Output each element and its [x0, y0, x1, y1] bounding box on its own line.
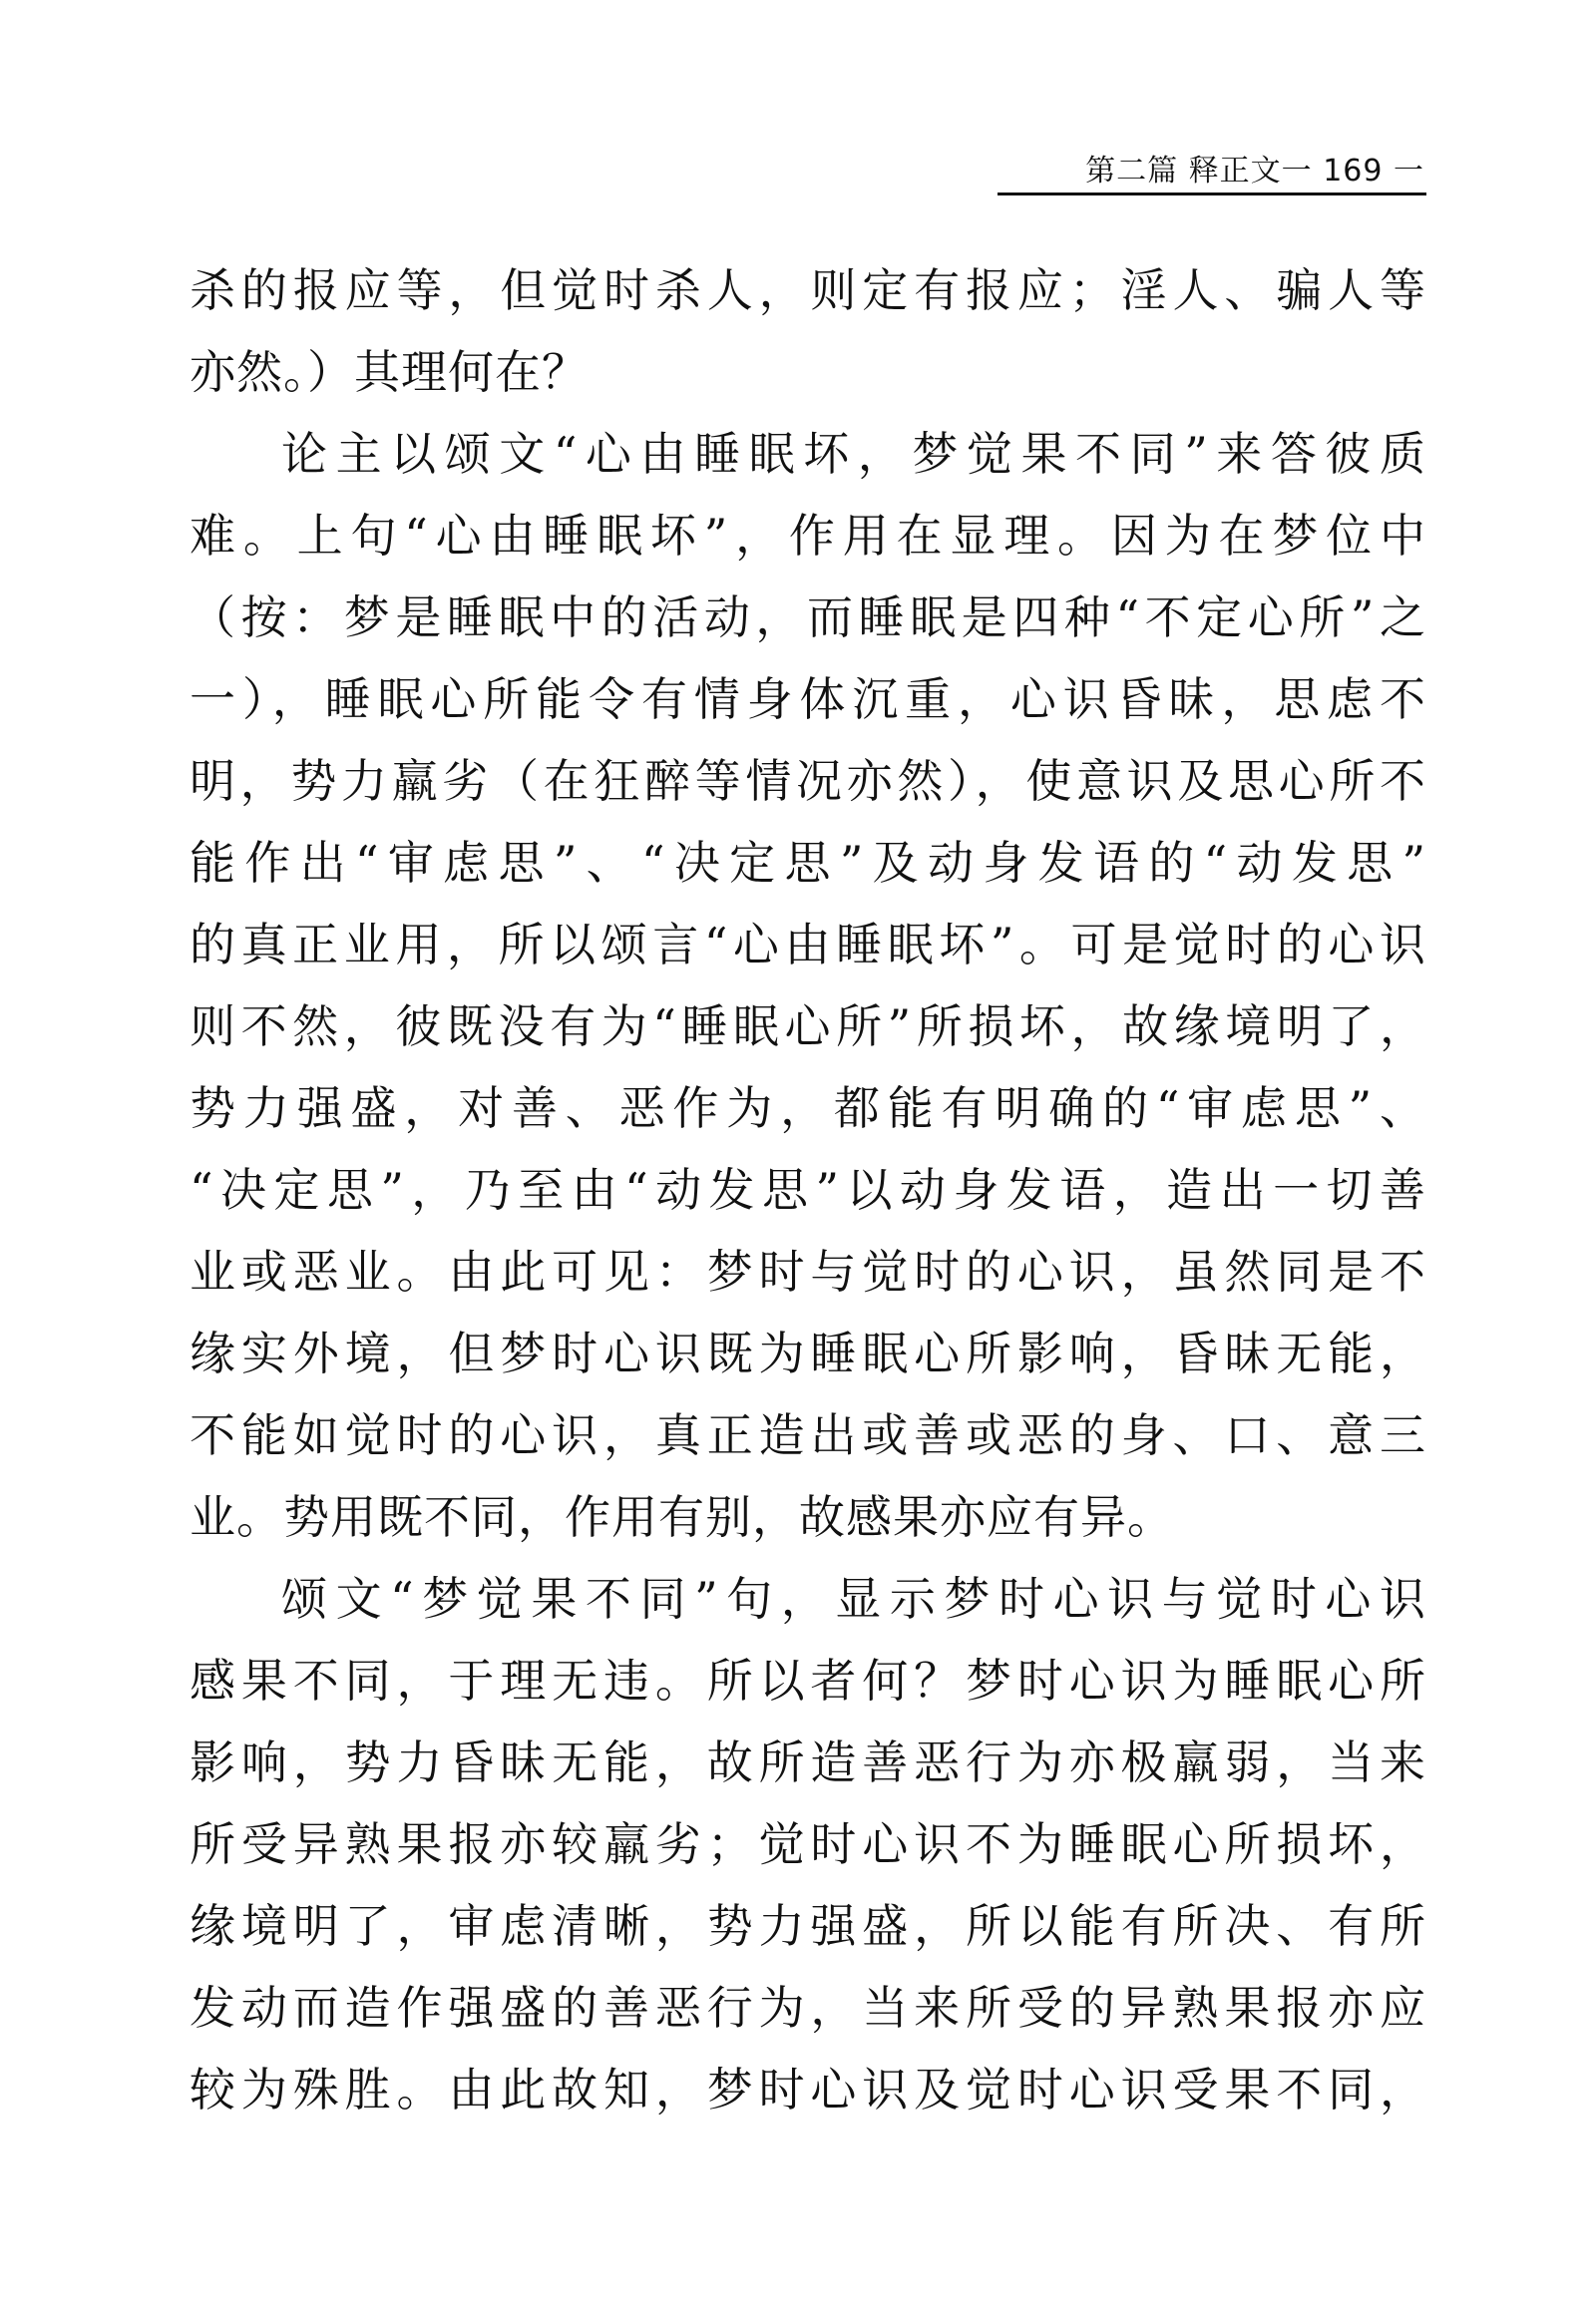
text-line: 影响，势力昏昧无能，故所造善恶行为亦极羸弱，当来 — [190, 1735, 1426, 1789]
body-text — [190, 249, 1426, 2130]
text-line: 发动而造作强盛的善恶行为，当来所受的异熟果报亦应 — [190, 1981, 1426, 2035]
text-line: 业或恶业。由此可见：梦时与觉时的心识，虽然同是不 — [190, 1245, 1426, 1299]
text-line: 较为殊胜。由此故知，梦时心识及觉时心识受果不同， — [190, 2063, 1426, 2117]
text-line: 明，势力羸劣（在狂醉等情况亦然），使意识及思心所不 — [190, 754, 1426, 808]
text-line: “决定思”，乃至由“动发思”以动身发语，造出一切善 — [190, 1163, 1426, 1217]
text-line: 则不然，彼既没有为“睡眠心所”所损坏，故缘境明了， — [190, 999, 1426, 1053]
text-line: 能作出“审虑思”、“决定思”及动身发语的“动发思” — [190, 836, 1426, 890]
text-line: 不能如觉时的心识，真正造出或善或恶的身、口、意三 — [190, 1408, 1426, 1462]
paragraph-start-line: 颂文“梦觉果不同”句，显示梦时心识与觉时心识 — [281, 1572, 1426, 1626]
paragraph-start-line: 论主以颂文“心由睡眠坏，梦觉果不同”来答彼质 — [281, 427, 1426, 481]
text-line: 所受异熟果报亦较羸劣；觉时心识不为睡眠心所损坏， — [190, 1817, 1426, 1871]
text-line: 业。势用既不同，作用有别，故感果亦应有异。 — [190, 1490, 1174, 1544]
text-line: 难。上句“心由睡眠坏”，作用在显理。因为在梦位中 — [190, 509, 1426, 563]
text-line: 缘实外境，但梦时心识既为睡眠心所影响，昏昧无能， — [190, 1327, 1426, 1380]
text-line: 感果不同，于理无违。所以者何？梦时心识为睡眠心所 — [190, 1654, 1426, 1708]
running-head: 第二篇 释正文一 169 一 — [1085, 154, 1424, 189]
text-line: 的真正业用，所以颂言“心由睡眠坏”。可是觉时的心识 — [190, 918, 1426, 971]
text-line: 亦然。）其理何在？ — [190, 345, 589, 399]
header-rule — [998, 193, 1426, 195]
text-line: 一），睡眠心所能令有情身体沉重，心识昏昧，思虑不 — [190, 672, 1426, 726]
text-line: 杀的报应等，但觉时杀人，则定有报应；淫人、骗人等 — [190, 263, 1426, 317]
text-line: 缘境明了，审虑清晰，势力强盛，所以能有所决、有所 — [190, 1899, 1426, 1953]
text-line: 势力强盛，对善、恶作为，都能有明确的“审虑思”、 — [190, 1081, 1426, 1135]
text-line: （按：梦是睡眠中的活动，而睡眠是四种“不定心所”之 — [190, 590, 1426, 644]
